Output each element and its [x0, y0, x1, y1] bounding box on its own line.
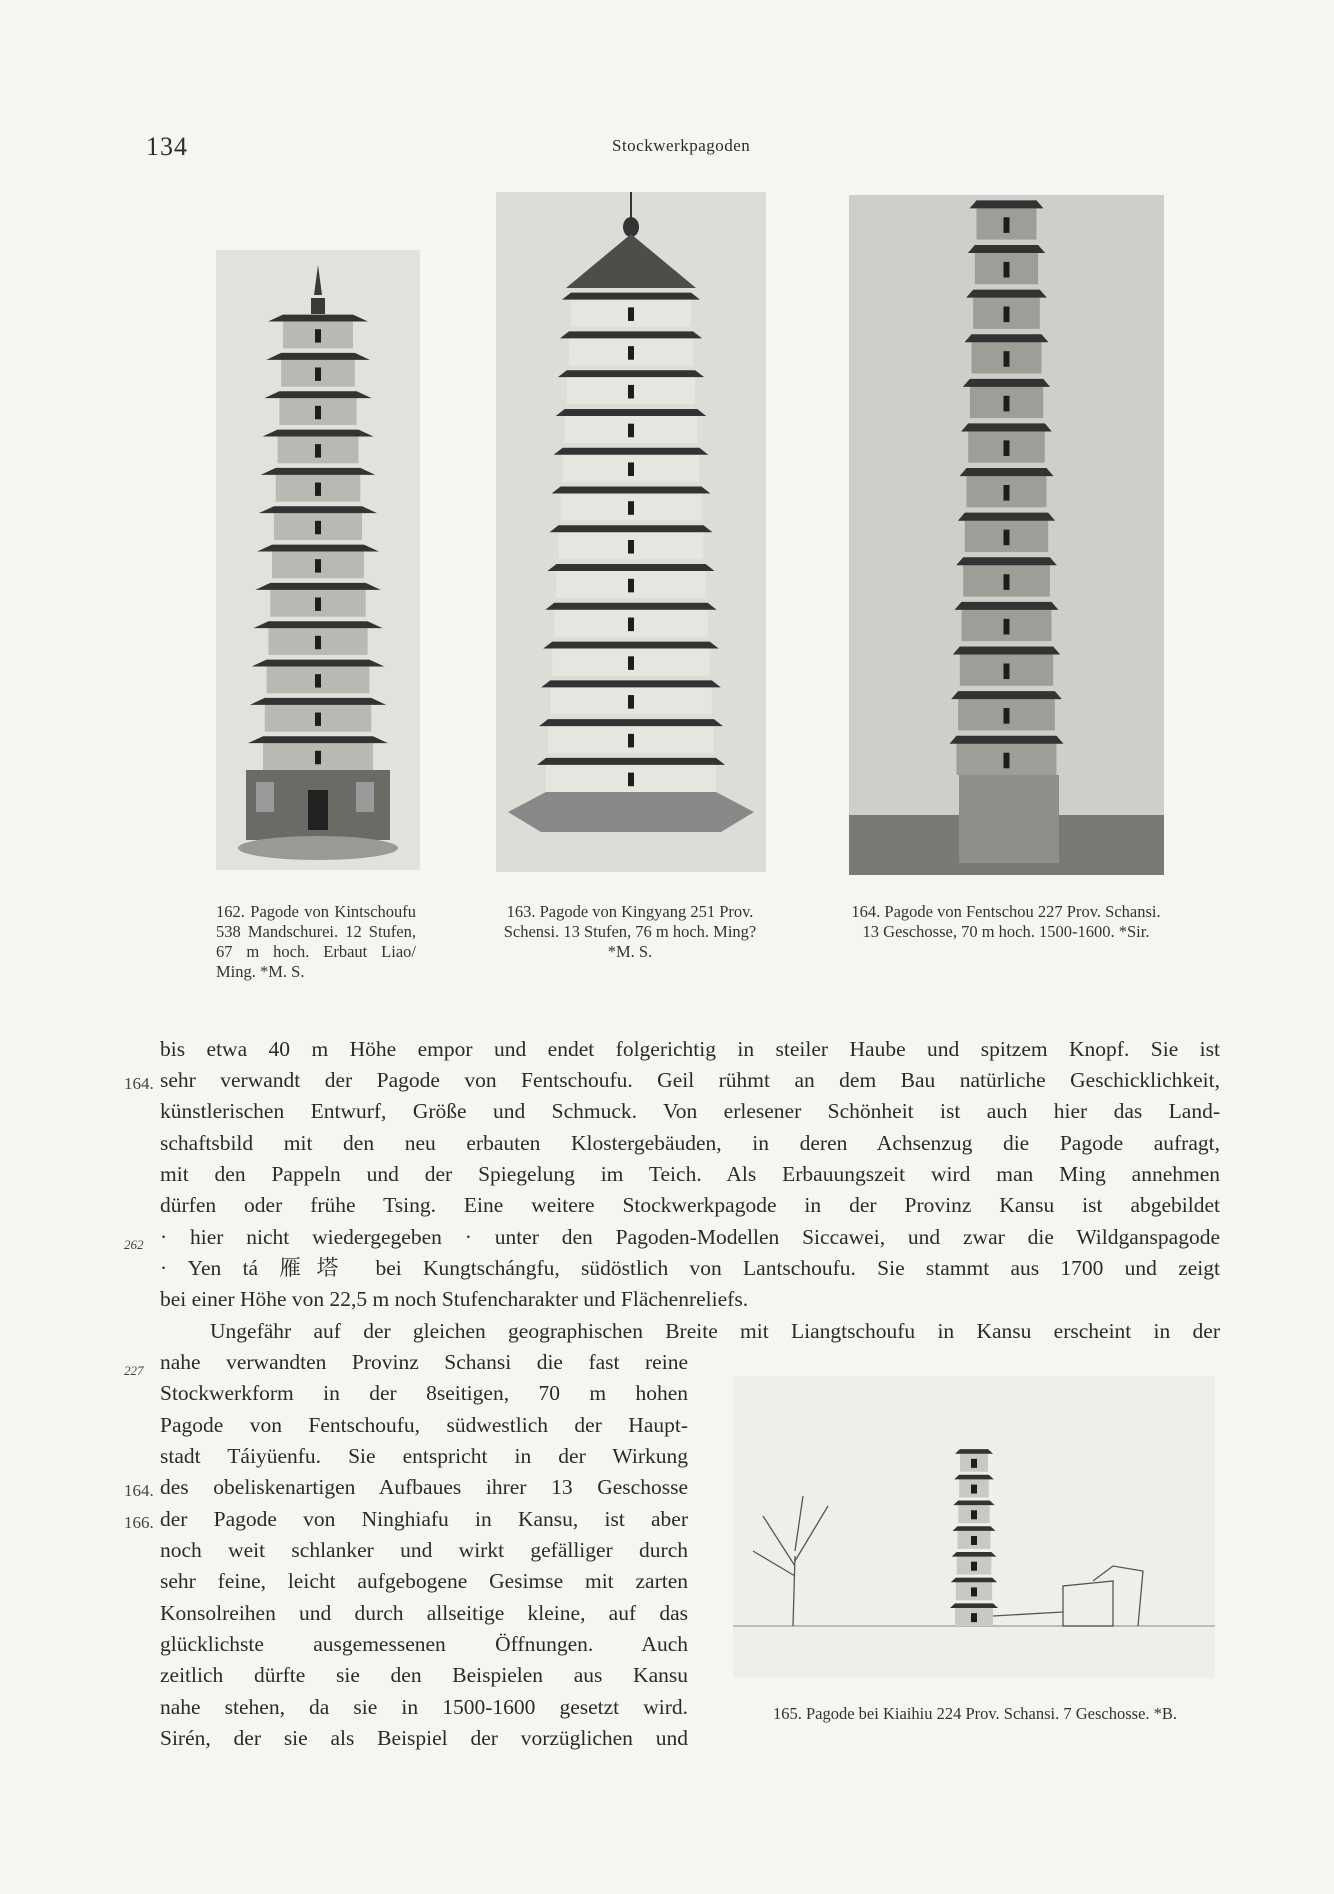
figure-164-pagoda-photo [849, 195, 1164, 875]
figure-164-caption: 164. Pagode von Fentschou 227 Prov. Schansi. 13 Geschosse, 70 m hoch. 1500-1600. *Sir. [851, 902, 1161, 941]
margin-note: 166. [124, 1513, 154, 1532]
figure-163-caption: 163. Pagode von Kingyang 251 Prov. Schensi. 13 Stufen, 76 m hoch. Ming? *M. S. [503, 902, 757, 961]
figure-162-caption: 162. Pagode von Kintschoufu 538 Mandschurei. 12 Stufen, 67 m hoch. Erbaut Liao/ Ming. *M. S. [216, 902, 416, 981]
body-line: noch weit schlanker und wirkt gefälliger durch [160, 1538, 688, 1562]
figure-165-pagoda-sketch [733, 1376, 1215, 1678]
body-line: nahe stehen, da sie in 1500-1600 gesetzt wird. [160, 1695, 688, 1719]
body-line: bei einer Höhe von 22,5 m noch Stufencharakter und Flächenreliefs. [160, 1287, 749, 1311]
body-line: Pagode von Fentschoufu, südwestlich der Haupt- [160, 1413, 688, 1437]
figure-165-caption: 165. Pagode bei Kiaihiu 224 Prov. Schansi. 7 Geschosse. *B. [772, 1704, 1178, 1723]
body-line: Ungefähr auf der gleichen geographischen Breite mit Liangtschoufu in Kansu erscheint in der [210, 1319, 1220, 1343]
body-line: bis etwa 40 m Höhe empor und endet folgerichtig in steiler Haube und spitzem Knopf. Sie ist [160, 1037, 1220, 1061]
body-line: zeitlich dürfte sie den Beispielen aus Kansu [160, 1663, 688, 1687]
running-title: Stockwerkpagoden [612, 136, 751, 155]
body-line: schaftsbild mit den neu erbauten Klostergebäuden, in deren Achsenzug die Pagode aufragt, [160, 1131, 1220, 1155]
body-line: nahe verwandten Provinz Schansi die fast reine [160, 1350, 688, 1374]
body-line: · hier nicht wiedergegeben · unter den Pagoden-Modellen Siccawei, und zwar die Wildganspagode [160, 1225, 1220, 1249]
body-line: des obeliskenartigen Aufbaues ihrer 13 Geschosse [160, 1475, 688, 1499]
body-line: sehr feine, leicht aufgebogene Gesimse mit zarten [160, 1569, 688, 1593]
margin-note: 227 [124, 1363, 144, 1378]
body-line: sehr verwandt der Pagode von Fentschoufu. Geil rühmt an dem Bau natürliche Geschicklichkeit, [160, 1068, 1220, 1092]
body-line: Konsolreihen und durch allseitige kleine, auf das [160, 1601, 688, 1625]
body-line: stadt Táiyüenfu. Sie entspricht in der Wirkung [160, 1444, 688, 1468]
margin-note: 164. [124, 1074, 154, 1093]
figure-162-pagoda-photo [216, 250, 420, 870]
body-line: Sirén, der sie als Beispiel der vorzüglichen und [160, 1726, 688, 1750]
margin-note: 262 [124, 1237, 144, 1252]
body-line: mit den Pappeln und der Spiegelung im Teich. Als Erbauungszeit wird man Ming annehmen [160, 1162, 1220, 1186]
body-line: dürfen oder frühe Tsing. Eine weitere Stockwerkpagode in der Provinz Kansu ist abgebildet [160, 1193, 1220, 1217]
body-line: der Pagode von Ninghiafu in Kansu, ist aber [160, 1507, 688, 1531]
page-number: 134 [146, 132, 188, 161]
body-line: glücklichste ausgemessenen Öffnungen. Auch [160, 1632, 688, 1656]
figure-163-pagoda-photo [496, 192, 766, 872]
body-line: · Yen tá 雁塔 bei Kungtschángfu, südöstlich von Lantschoufu. Sie stammt aus 1700 und zeigt [160, 1256, 1220, 1280]
body-line: Stockwerkform in der 8seitigen, 70 m hohen [160, 1381, 688, 1405]
body-line: künstlerischen Entwurf, Größe und Schmuck. Von erlesener Schönheit ist auch hier das Land- [160, 1099, 1220, 1123]
margin-note: 164. [124, 1481, 154, 1500]
